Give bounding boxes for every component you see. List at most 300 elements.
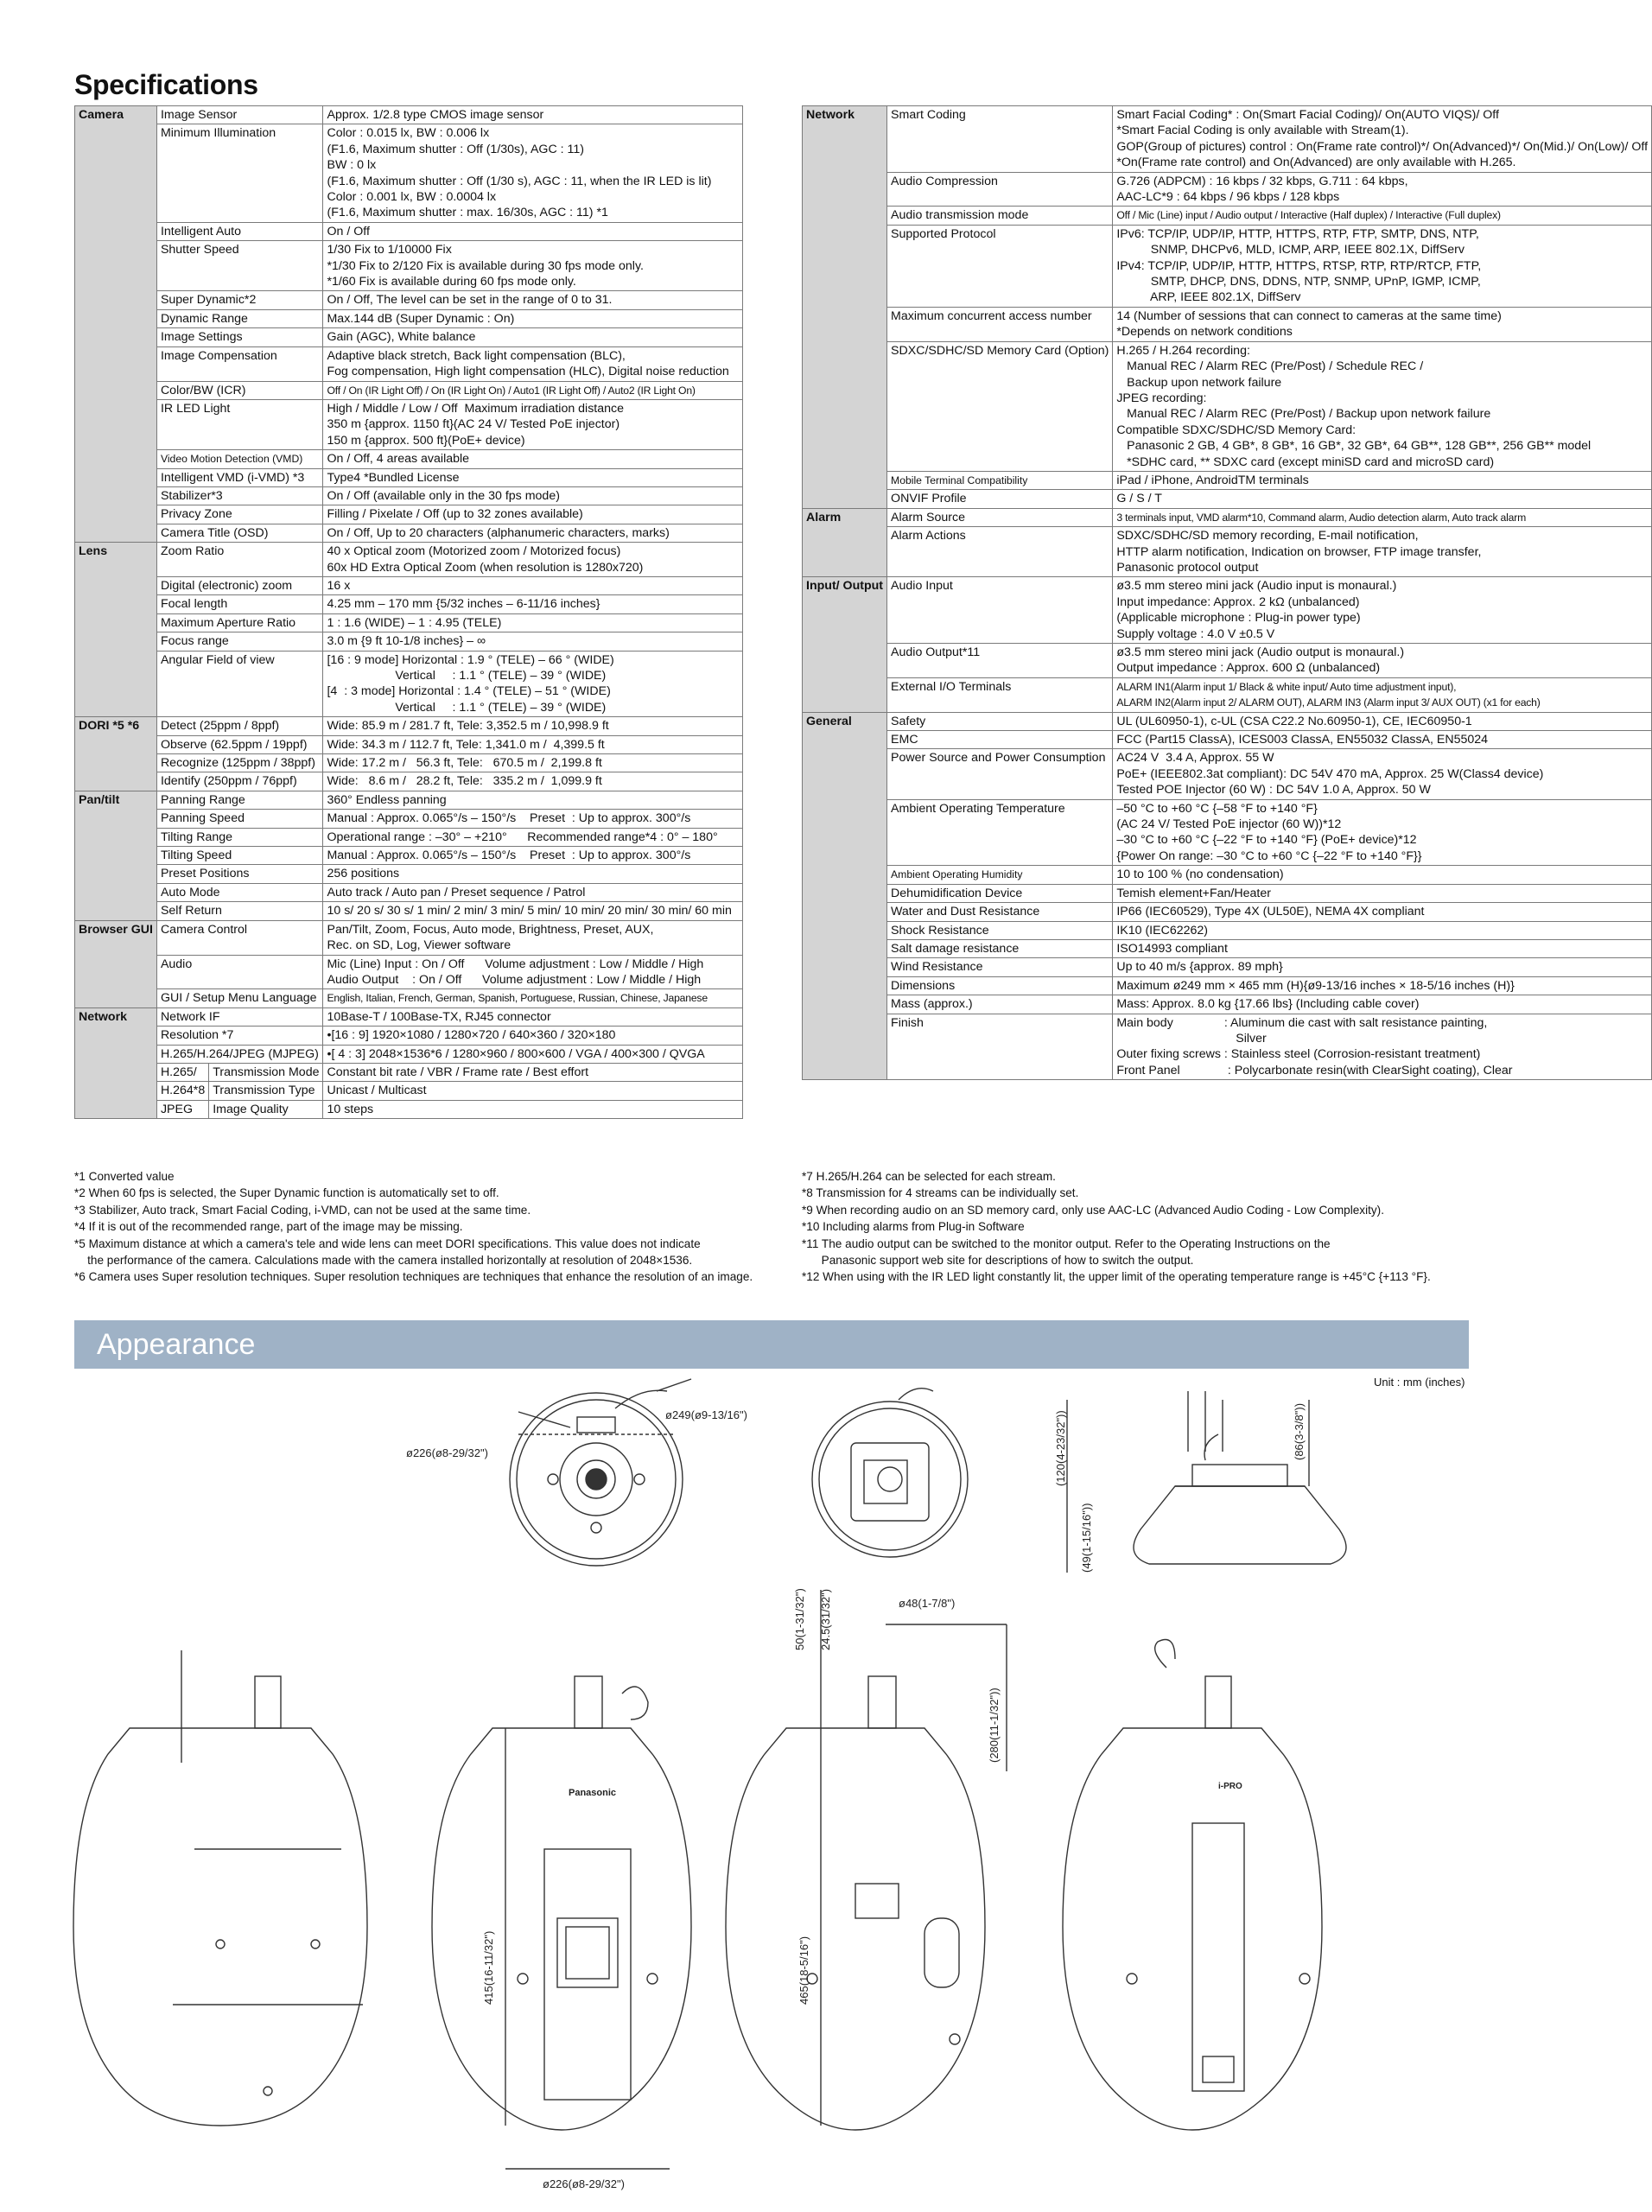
- footnote: Panasonic support web site for descriptions of how to switch the output.: [802, 1254, 1194, 1268]
- value-line: iPad / iPhone, AndroidTM terminals: [1116, 473, 1309, 487]
- category-cell: Lens: [75, 543, 157, 717]
- table-row: [75, 241, 743, 291]
- item-cell: Focal length: [156, 595, 323, 613]
- item-cell: Tilting Speed: [156, 847, 323, 865]
- item-cell: Mass (approx.): [887, 995, 1113, 1014]
- item-cell: Ambient Operating Temperature: [887, 799, 1113, 866]
- table-row: [75, 222, 743, 240]
- item-cell: ONVIF Profile: [887, 490, 1113, 508]
- brand-logo: i-PRO: [1218, 1782, 1242, 1791]
- table-row: [75, 902, 743, 920]
- item-cell: Minimum Illumination: [156, 124, 323, 222]
- value-line: Fog compensation, High light compensation (HLC), Digital noise reduction: [327, 365, 729, 379]
- value-line: *SDHC card, ** SDXC card (except miniSD card and microSD card): [1116, 454, 1495, 469]
- value-line: 10 s/ 20 s/ 30 s/ 1 min/ 2 min/ 3 min/ 5 min/ 10 min/ 20 min/ 30 min/ 60 min: [327, 904, 732, 918]
- value-line: 1 : 1.6 (WIDE) – 1 : 4.95 (TELE): [327, 615, 502, 630]
- value-line: Mic (Line) Input : On / Off Volume adjustment : Low / Middle / High: [327, 957, 704, 971]
- table-row: [803, 939, 1652, 957]
- table-row: [803, 799, 1652, 866]
- value-line: *Smart Facial Coding is only available with Stream(1).: [1116, 124, 1409, 138]
- table-row: [75, 632, 743, 651]
- item-cell: Dehumidification Device: [887, 884, 1113, 902]
- front-view-drawing: [432, 1676, 691, 2169]
- value-line: Approx. 1/2.8 type CMOS image sensor: [327, 108, 544, 122]
- table-row: [803, 490, 1652, 508]
- table-row: [803, 976, 1652, 995]
- value-line: 40 x Optical zoom (Motorized zoom / Motorized focus): [327, 544, 621, 559]
- item-cell: Audio transmission mode: [887, 207, 1113, 225]
- item-cell: Network IF: [156, 1007, 323, 1026]
- value-line: On / Off, The level can be set in the range of 0 to 31.: [327, 293, 613, 308]
- table-row: [75, 399, 743, 449]
- value-cell: [323, 955, 743, 989]
- table-row: [75, 989, 743, 1007]
- table-row: [75, 1100, 743, 1118]
- item-cell: Finish: [887, 1014, 1113, 1080]
- item-cell: Digital (electronic) zoom: [156, 576, 323, 594]
- value-line: Filling / Pixelate / Off (up to 32 zones available): [327, 507, 583, 522]
- value-line: UL (UL60950-1), c-UL (CSA C22.2 No.60950-1), CE, IEC60950-1: [1116, 714, 1472, 728]
- value-cell: [1113, 644, 1652, 678]
- value-line: Wide: 8.6 m / 28.2 ft, Tele: 335.2 m / 1,099.9 ft: [327, 774, 602, 789]
- spec-table-left: [74, 105, 743, 1119]
- table-row: [803, 866, 1652, 884]
- item-cell: Color/BW (ICR): [156, 381, 323, 399]
- value-cell: [323, 902, 743, 920]
- value-line: Off / On (IR Light Off) / On (IR Light On) / Auto1 (IR Light Off) / Auto2 (IR Light On): [327, 384, 696, 397]
- category-cell: Pan/tilt: [75, 791, 157, 920]
- value-cell: [1113, 921, 1652, 939]
- value-line: ALARM IN2(Alarm input 2/ ALARM OUT), ALARM IN3 (Alarm input 3/ AUX OUT) (x1 for each): [1116, 696, 1541, 709]
- dim-label: 50(1-31/32"): [793, 1588, 806, 1650]
- dim-label: 415(16-11/32"): [482, 1930, 495, 2005]
- table-row: [803, 921, 1652, 939]
- item-cell: Zoom Ratio: [156, 543, 323, 577]
- table-row: [75, 1082, 743, 1100]
- value-cell: [323, 613, 743, 632]
- table-row: [75, 1063, 743, 1081]
- value-line: Main body : Aluminum die cast with salt resistance painting,: [1116, 1015, 1488, 1030]
- table-row: [803, 106, 1652, 173]
- value-line: (F1.6, Maximum shutter : max. 16/30s, AGC : 11) *1: [327, 206, 608, 220]
- item-cell: Auto Mode: [156, 883, 323, 901]
- item-cell: Wind Resistance: [887, 958, 1113, 976]
- table-row: [75, 955, 743, 989]
- footnote: *1 Converted value: [74, 1170, 175, 1183]
- value-line: Tested POE Injector (60 W) : DC 54V 1.0 A, Approx. 50 W: [1116, 783, 1431, 798]
- footnote: *3 Stabilizer, Auto track, Smart Facial Coding, i-VMD, can not be used at the same time.: [74, 1203, 531, 1217]
- item-cell: Safety: [887, 712, 1113, 730]
- value-cell: [1113, 225, 1652, 307]
- dim-label: (120(4-23/32")): [1054, 1410, 1067, 1486]
- value-line: PoE+ (IEEE802.3at compliant): DC 54V 470 mA, Approx. 25 W(Class4 device): [1116, 766, 1544, 781]
- table-row: [75, 772, 743, 791]
- value-line: Color : 0.001 lx, BW : 0.0004 lx: [327, 190, 497, 205]
- item-cell: Supported Protocol: [887, 225, 1113, 307]
- table-row: [75, 309, 743, 327]
- item-cell: Dimensions: [887, 976, 1113, 995]
- footnotes-left: [74, 1168, 757, 1286]
- footnote: *11 The audio output can be switched to the monitor output. Refer to the Operating Instructions on the: [802, 1236, 1331, 1250]
- value-line: SNMP, DHCPv6, MLD, ICMP, ARP, IEEE 802.1X, DiffServ: [1116, 243, 1465, 257]
- value-cell: [323, 291, 743, 309]
- value-cell: [323, 865, 743, 883]
- table-row: [75, 847, 743, 865]
- value-line: HTTP alarm notification, Indication on browser, FTP image transfer,: [1116, 544, 1482, 559]
- value-line: Manual : Approx. 0.065°/s – 150°/s Preset : Up to approx. 300°/s: [327, 811, 691, 826]
- value-cell: [323, 328, 743, 346]
- page-title: Specifications: [74, 69, 258, 100]
- value-cell: [1113, 1014, 1652, 1080]
- item-cell: SDXC/SDHC/SD Memory Card (Option): [887, 341, 1113, 471]
- value-cell: [323, 754, 743, 772]
- footnote: *6 Camera uses Super resolution techniques. Super resolution techniques are techniques that enhance the resolution of an image.: [74, 1270, 753, 1284]
- value-line: Smart Facial Coding* : On(Smart Facial Coding)/ On(AUTO VIQS)/ Off: [1116, 108, 1499, 122]
- value-line: On / Off: [327, 224, 370, 238]
- item-cell: Video Motion Detection (VMD): [156, 450, 323, 468]
- dimension-drawings: [0, 1382, 1565, 2212]
- value-cell: [323, 222, 743, 240]
- value-line: On / Off (available only in the 30 fps mode): [327, 488, 560, 503]
- value-line: AAC-LC*9 : 64 kbps / 96 kbps / 128 kbps: [1116, 190, 1340, 205]
- value-line: Off / Mic (Line) input / Audio output / Interactive (Half duplex) / Interactive (Full duplex): [1116, 209, 1501, 222]
- value-line: Vertical : 1.1 ° (TELE) – 39 ° (WIDE): [327, 700, 607, 715]
- value-line: Audio Output : On / Off Volume adjustment : Low / Middle / High: [327, 972, 702, 987]
- spec-table: [802, 105, 1652, 1080]
- value-line: 10Base-T / 100Base-TX, RJ45 connector: [327, 1009, 551, 1024]
- item-cell: Self Return: [156, 902, 323, 920]
- value-line: 350 m {approx. 1150 ft}(AC 24 V/ Tested PoE injector): [327, 417, 620, 432]
- value-cell: [1113, 172, 1652, 207]
- item-cell: Camera Control: [156, 920, 323, 955]
- item-cell: Observe (62.5ppm / 19ppf): [156, 735, 323, 753]
- footnote: *10 Including alarms from Plug-in Software: [802, 1220, 1025, 1234]
- value-line: Gain (AGC), White balance: [327, 330, 476, 345]
- table-row: [75, 810, 743, 828]
- table-row: [75, 524, 743, 542]
- item-cell: IR LED Light: [156, 399, 323, 449]
- item-cell: H.264*8: [156, 1082, 208, 1100]
- table-row: [803, 712, 1652, 730]
- category-cell: Network: [803, 106, 887, 509]
- table-row: [803, 884, 1652, 902]
- dim-label: 465(18-5/16"): [797, 1936, 810, 2005]
- footnotes-right: [802, 1168, 1476, 1286]
- table-row: [803, 644, 1652, 678]
- table-row: [75, 124, 743, 222]
- value-cell: [323, 124, 743, 222]
- value-line: (Applicable microphone : Plug-in power type): [1116, 611, 1361, 626]
- item-cell: Panning Speed: [156, 810, 323, 828]
- item-cell: Image Settings: [156, 328, 323, 346]
- table-row: [75, 717, 743, 735]
- value-line: Up to 40 m/s {approx. 89 mph}: [1116, 960, 1283, 975]
- item-cell: Audio Compression: [887, 172, 1113, 207]
- table-row: [803, 1014, 1652, 1080]
- value-cell: [1113, 677, 1652, 712]
- table-row: [75, 613, 743, 632]
- table-row: [803, 749, 1652, 799]
- value-line: ø3.5 mm stereo mini jack (Audio input is monaural.): [1116, 579, 1397, 594]
- value-line: ARP, IEEE 802.1X, DiffServ: [1116, 290, 1301, 305]
- item-cell: JPEG: [156, 1100, 208, 1118]
- value-line: 1/30 Fix to 1/10000 Fix: [327, 243, 452, 257]
- table-row: [803, 207, 1652, 225]
- item-cell: Angular Field of view: [156, 651, 323, 717]
- value-line: {Power On range: –30 °C to +60 °C {–22 °F to +140 °F}}: [1116, 849, 1422, 863]
- category-cell: Browser GUI: [75, 920, 157, 1007]
- dim-label: ø226(ø8-29/32"): [406, 1446, 488, 1459]
- value-line: On / Off, 4 areas available: [327, 452, 470, 467]
- item-cell: Camera Title (OSD): [156, 524, 323, 542]
- value-line: *Depends on network conditions: [1116, 325, 1293, 340]
- value-cell: [323, 989, 743, 1007]
- appearance-title: Appearance: [97, 1328, 256, 1361]
- item-cell: Recognize (125ppm / 38ppf): [156, 754, 323, 772]
- value-cell: [323, 468, 743, 486]
- item-cell: Image Compensation: [156, 346, 323, 381]
- value-cell: [323, 735, 743, 753]
- value-line: •[ 4 : 3] 2048×1536*6 / 1280×960 / 800×600 / VGA / 400×300 / QVGA: [327, 1046, 705, 1061]
- value-line: SDXC/SDHC/SD memory recording, E-mail notification,: [1116, 529, 1419, 543]
- value-cell: [323, 920, 743, 955]
- table-row: [75, 106, 743, 124]
- value-line: (F1.6, Maximum shutter : Off (1/30 s), AGC : 11, when the IR LED is lit): [327, 174, 712, 188]
- value-line: Wide: 85.9 m / 281.7 ft, Tele: 3,352.5 m / 10,998.9 ft: [327, 719, 609, 734]
- value-line: G.726 (ADPCM) : 16 kbps / 32 kbps, G.711 : 64 kbps,: [1116, 174, 1408, 188]
- value-cell: [323, 505, 743, 524]
- value-line: •[16 : 9] 1920×1080 / 1280×720 / 640×360 / 320×180: [327, 1028, 616, 1043]
- table-row: [803, 995, 1652, 1014]
- value-cell: [323, 106, 743, 124]
- appearance-header: [74, 1320, 1469, 1369]
- table-row: [75, 883, 743, 901]
- value-line: Wide: 17.2 m / 56.3 ft, Tele: 670.5 m / 2,199.8 ft: [327, 756, 602, 771]
- item-cell: Intelligent VMD (i-VMD) *3: [156, 468, 323, 486]
- table-row: [75, 754, 743, 772]
- item-cell: Identify (250ppm / 76ppf): [156, 772, 323, 791]
- item-cell: Salt damage resistance: [887, 939, 1113, 957]
- table-row: [803, 958, 1652, 976]
- value-line: –50 °C to +60 °C {–58 °F to +140 °F}: [1116, 801, 1318, 816]
- value-line: Input impedance: Approx. 2 kΩ (unbalanced): [1116, 594, 1360, 609]
- table-row: [75, 595, 743, 613]
- value-line: 60x HD Extra Optical Zoom (when resolution is 1280x720): [327, 560, 644, 575]
- category-cell: General: [803, 712, 887, 1080]
- value-line: Vertical : 1.1 ° (TELE) – 39 ° (WIDE): [327, 669, 607, 683]
- value-line: –30 °C to +60 °C {–22 °F to +140 °F} (PoE+ device)*12: [1116, 833, 1417, 848]
- dim-label: ø249(ø9-13/16"): [665, 1408, 747, 1421]
- footnote: the performance of the camera. Calculations made with the camera installed horizontally at resolution of 2048×1536.: [74, 1254, 693, 1268]
- item-cell: Smart Coding: [887, 106, 1113, 173]
- table-row: [803, 307, 1652, 341]
- table-row: [803, 903, 1652, 921]
- footnote: *8 Transmission for 4 streams can be individually set.: [802, 1186, 1079, 1200]
- value-cell: [323, 1045, 743, 1063]
- value-line: Operational range : –30° – +210° Recommended range*4 : 0° – 180°: [327, 830, 718, 844]
- value-cell: [1113, 866, 1652, 884]
- dim-label: (49(1-15/16")): [1080, 1503, 1093, 1573]
- item-cell: Image Quality: [209, 1100, 323, 1118]
- item-cell: Alarm Actions: [887, 527, 1113, 577]
- value-line: Compatible SDXC/SDHC/SD Memory Card:: [1116, 423, 1357, 437]
- item-cell: Intelligent Auto: [156, 222, 323, 240]
- value-cell: [323, 346, 743, 381]
- dim-label: ø48(1-7/8"): [899, 1597, 956, 1610]
- spec-table: [74, 105, 743, 1119]
- value-line: 10 to 100 % (no condensation): [1116, 868, 1284, 882]
- spec-table-right: [802, 105, 1649, 1080]
- item-cell: Detect (25ppm / 8ppf): [156, 717, 323, 735]
- value-cell: [1113, 995, 1652, 1014]
- table-row: [75, 450, 743, 468]
- value-line: ALARM IN1(Alarm input 1/ Black & white input/ Auto time adjustment input),: [1116, 680, 1457, 693]
- value-line: Mass: Approx. 8.0 kg {17.66 lbs} (Including cable cover): [1116, 997, 1420, 1012]
- table-row: [75, 791, 743, 809]
- value-cell: [323, 595, 743, 613]
- value-line: IPv4: TCP/IP, UDP/IP, HTTP, HTTPS, RTSP, RTP, RTP/RTCP, FTP,: [1116, 258, 1482, 273]
- value-line: GOP(Group of pictures) control : On(Frame rate control)*/ On(Advanced)*/ On(Mid.)/ On(Low)/ Off: [1116, 139, 1649, 154]
- value-line: Front Panel : Polycarbonate resin(with ClearSight coating), Clear: [1116, 1063, 1513, 1077]
- value-cell: 10 steps: [323, 1100, 743, 1118]
- value-cell: [323, 241, 743, 291]
- footnote: *9 When recording audio on an SD memory card, only use AAC-LC (Advanced Audio Coding - Low Complexity).: [802, 1203, 1384, 1217]
- value-cell: [323, 651, 743, 717]
- value-line: 14 (Number of sessions that can connect to cameras at the same time): [1116, 308, 1502, 323]
- value-line: Panasonic 2 GB, 4 GB*, 8 GB*, 16 GB*, 32 GB*, 64 GB**, 128 GB**, 256 GB** model: [1116, 439, 1592, 454]
- item-cell: H.265/: [156, 1063, 208, 1081]
- table-row: [75, 735, 743, 753]
- value-line: Panasonic protocol output: [1116, 560, 1259, 575]
- table-row: [803, 508, 1652, 526]
- value-cell: [323, 543, 743, 577]
- item-cell: Stabilizer*3: [156, 486, 323, 505]
- item-cell: Focus range: [156, 632, 323, 651]
- value-cell: [323, 772, 743, 791]
- value-cell: [323, 309, 743, 327]
- value-cell: [1113, 508, 1652, 526]
- value-cell: [323, 450, 743, 468]
- value-cell: [1113, 731, 1652, 749]
- table-row: [75, 920, 743, 955]
- table-row: [75, 468, 743, 486]
- value-line: Temish element+Fan/Heater: [1116, 886, 1271, 900]
- item-cell: Mobile Terminal Compatibility: [887, 471, 1113, 489]
- value-line: *On(Frame rate control) and On(Advanced) are only available with H.265.: [1116, 156, 1516, 170]
- item-cell: Audio Input: [887, 577, 1113, 644]
- table-row: [803, 471, 1652, 489]
- side-view-1-drawing: [73, 1650, 367, 2126]
- value-line: H.265 / H.264 recording:: [1116, 343, 1250, 358]
- rear-view-drawing: [1063, 1640, 1322, 2131]
- value-cell: [323, 399, 743, 449]
- value-line: ISO14993 compliant: [1116, 941, 1228, 956]
- value-line: Outer fixing screws : Stainless steel (Corrosion-resistant treatment): [1116, 1047, 1481, 1062]
- unit-label: Unit : mm (inches): [1374, 1376, 1465, 1389]
- table-row: [75, 505, 743, 524]
- table-row: [75, 1045, 743, 1063]
- category-cell: Camera: [75, 106, 157, 543]
- side-view-2-drawing: [726, 1590, 1007, 2130]
- table-row: [75, 381, 743, 399]
- table-row: [803, 677, 1652, 712]
- value-line: Supply voltage : 4.0 V ±0.5 V: [1116, 626, 1275, 641]
- item-cell: Maximum Aperture Ratio: [156, 613, 323, 632]
- table-row: [75, 486, 743, 505]
- value-cell: [1113, 884, 1652, 902]
- value-line: 3.0 m {9 ft 10-1/8 inches} – ∞: [327, 634, 486, 649]
- value-line: Output impedance : Approx. 600 Ω (unbalanced): [1116, 661, 1381, 676]
- footnote: *4 If it is out of the recommended range, part of the image may be missing.: [74, 1220, 463, 1234]
- dim-label: 24.5(31/32"): [819, 1588, 832, 1650]
- value-line: High / Middle / Low / Off Maximum irradiation distance: [327, 401, 625, 416]
- value-line: Manual REC / Alarm REC (Pre/Post) / Backup upon network failure: [1116, 407, 1491, 422]
- item-cell: Tilting Range: [156, 828, 323, 846]
- value-line: Manual : Approx. 0.065°/s – 150°/s Preset : Up to approx. 300°/s: [327, 849, 691, 863]
- value-line: *1/30 Fix to 2/120 Fix is available during 30 fps mode only.: [327, 258, 644, 273]
- value-line: Manual REC / Alarm REC (Pre/Post) / Schedule REC /: [1116, 359, 1424, 374]
- footnote: *2 When 60 fps is selected, the Super Dynamic function is automatically set to off.: [74, 1186, 499, 1200]
- item-cell: Super Dynamic*2: [156, 291, 323, 309]
- table-row: [803, 577, 1652, 644]
- table-row: [75, 543, 743, 577]
- value-line: (AC 24 V/ Tested PoE injector (60 W))*12: [1116, 817, 1342, 832]
- value-cell: [1113, 903, 1652, 921]
- value-line: ø3.5 mm stereo mini jack (Audio output is monaural.): [1116, 645, 1405, 659]
- value-cell: [1113, 712, 1652, 730]
- footnote: *5 Maximum distance at which a camera's tele and wide lens can meet DORI specifications. This value does not indicate: [74, 1236, 701, 1250]
- value-cell: Unicast / Multicast: [323, 1082, 743, 1100]
- table-row: [75, 865, 743, 883]
- value-cell: [1113, 958, 1652, 976]
- table-row: [803, 172, 1652, 207]
- value-line: Adaptive black stretch, Back light compensation (BLC),: [327, 348, 626, 363]
- brand-logo: Panasonic: [569, 1788, 617, 1798]
- table-row: [803, 225, 1652, 307]
- value-line: *1/60 Fix is available during 60 fps mode only.: [327, 275, 576, 289]
- value-cell: [323, 1027, 743, 1045]
- table-row: [803, 341, 1652, 471]
- value-cell: [323, 883, 743, 901]
- value-line: Wide: 34.3 m / 112.7 ft, Tele: 1,341.0 m / 4,399.5 ft: [327, 737, 605, 752]
- value-cell: [1113, 749, 1652, 799]
- value-cell: [323, 576, 743, 594]
- value-cell: [1113, 939, 1652, 957]
- item-cell: Ambient Operating Humidity: [887, 866, 1113, 884]
- item-cell: Alarm Source: [887, 508, 1113, 526]
- value-line: JPEG recording:: [1116, 391, 1207, 405]
- value-line: IP66 (IEC60529), Type 4X (UL50E), NEMA 4X compliant: [1116, 905, 1425, 919]
- dim-label: (86(3-3/8")): [1293, 1402, 1306, 1460]
- value-line: On / Off, Up to 20 characters (alphanumeric characters, marks): [327, 525, 670, 540]
- value-line: Type4 *Bundled License: [327, 470, 460, 485]
- category-cell: DORI *5 *6: [75, 717, 157, 791]
- item-cell: Image Sensor: [156, 106, 323, 124]
- table-row: [75, 576, 743, 594]
- table-row: [75, 1027, 743, 1045]
- dim-label: (280(11-1/32")): [988, 1688, 1001, 1763]
- item-cell: Resolution *7: [156, 1027, 323, 1045]
- value-cell: [323, 791, 743, 809]
- item-cell: Shutter Speed: [156, 241, 323, 291]
- value-line: FCC (Part15 ClassA), ICES003 ClassA, EN55032 ClassA, EN55024: [1116, 733, 1489, 747]
- value-line: Maximum ø249 mm × 465 mm (H){ø9-13/16 inches × 18-5/16 inches (H)}: [1116, 978, 1515, 993]
- value-line: Rec. on SD, Log, Viewer software: [327, 938, 511, 953]
- dim-label: ø226(ø8-29/32"): [543, 2177, 625, 2190]
- value-cell: [323, 847, 743, 865]
- table-row: [75, 291, 743, 309]
- value-cell: [1113, 577, 1652, 644]
